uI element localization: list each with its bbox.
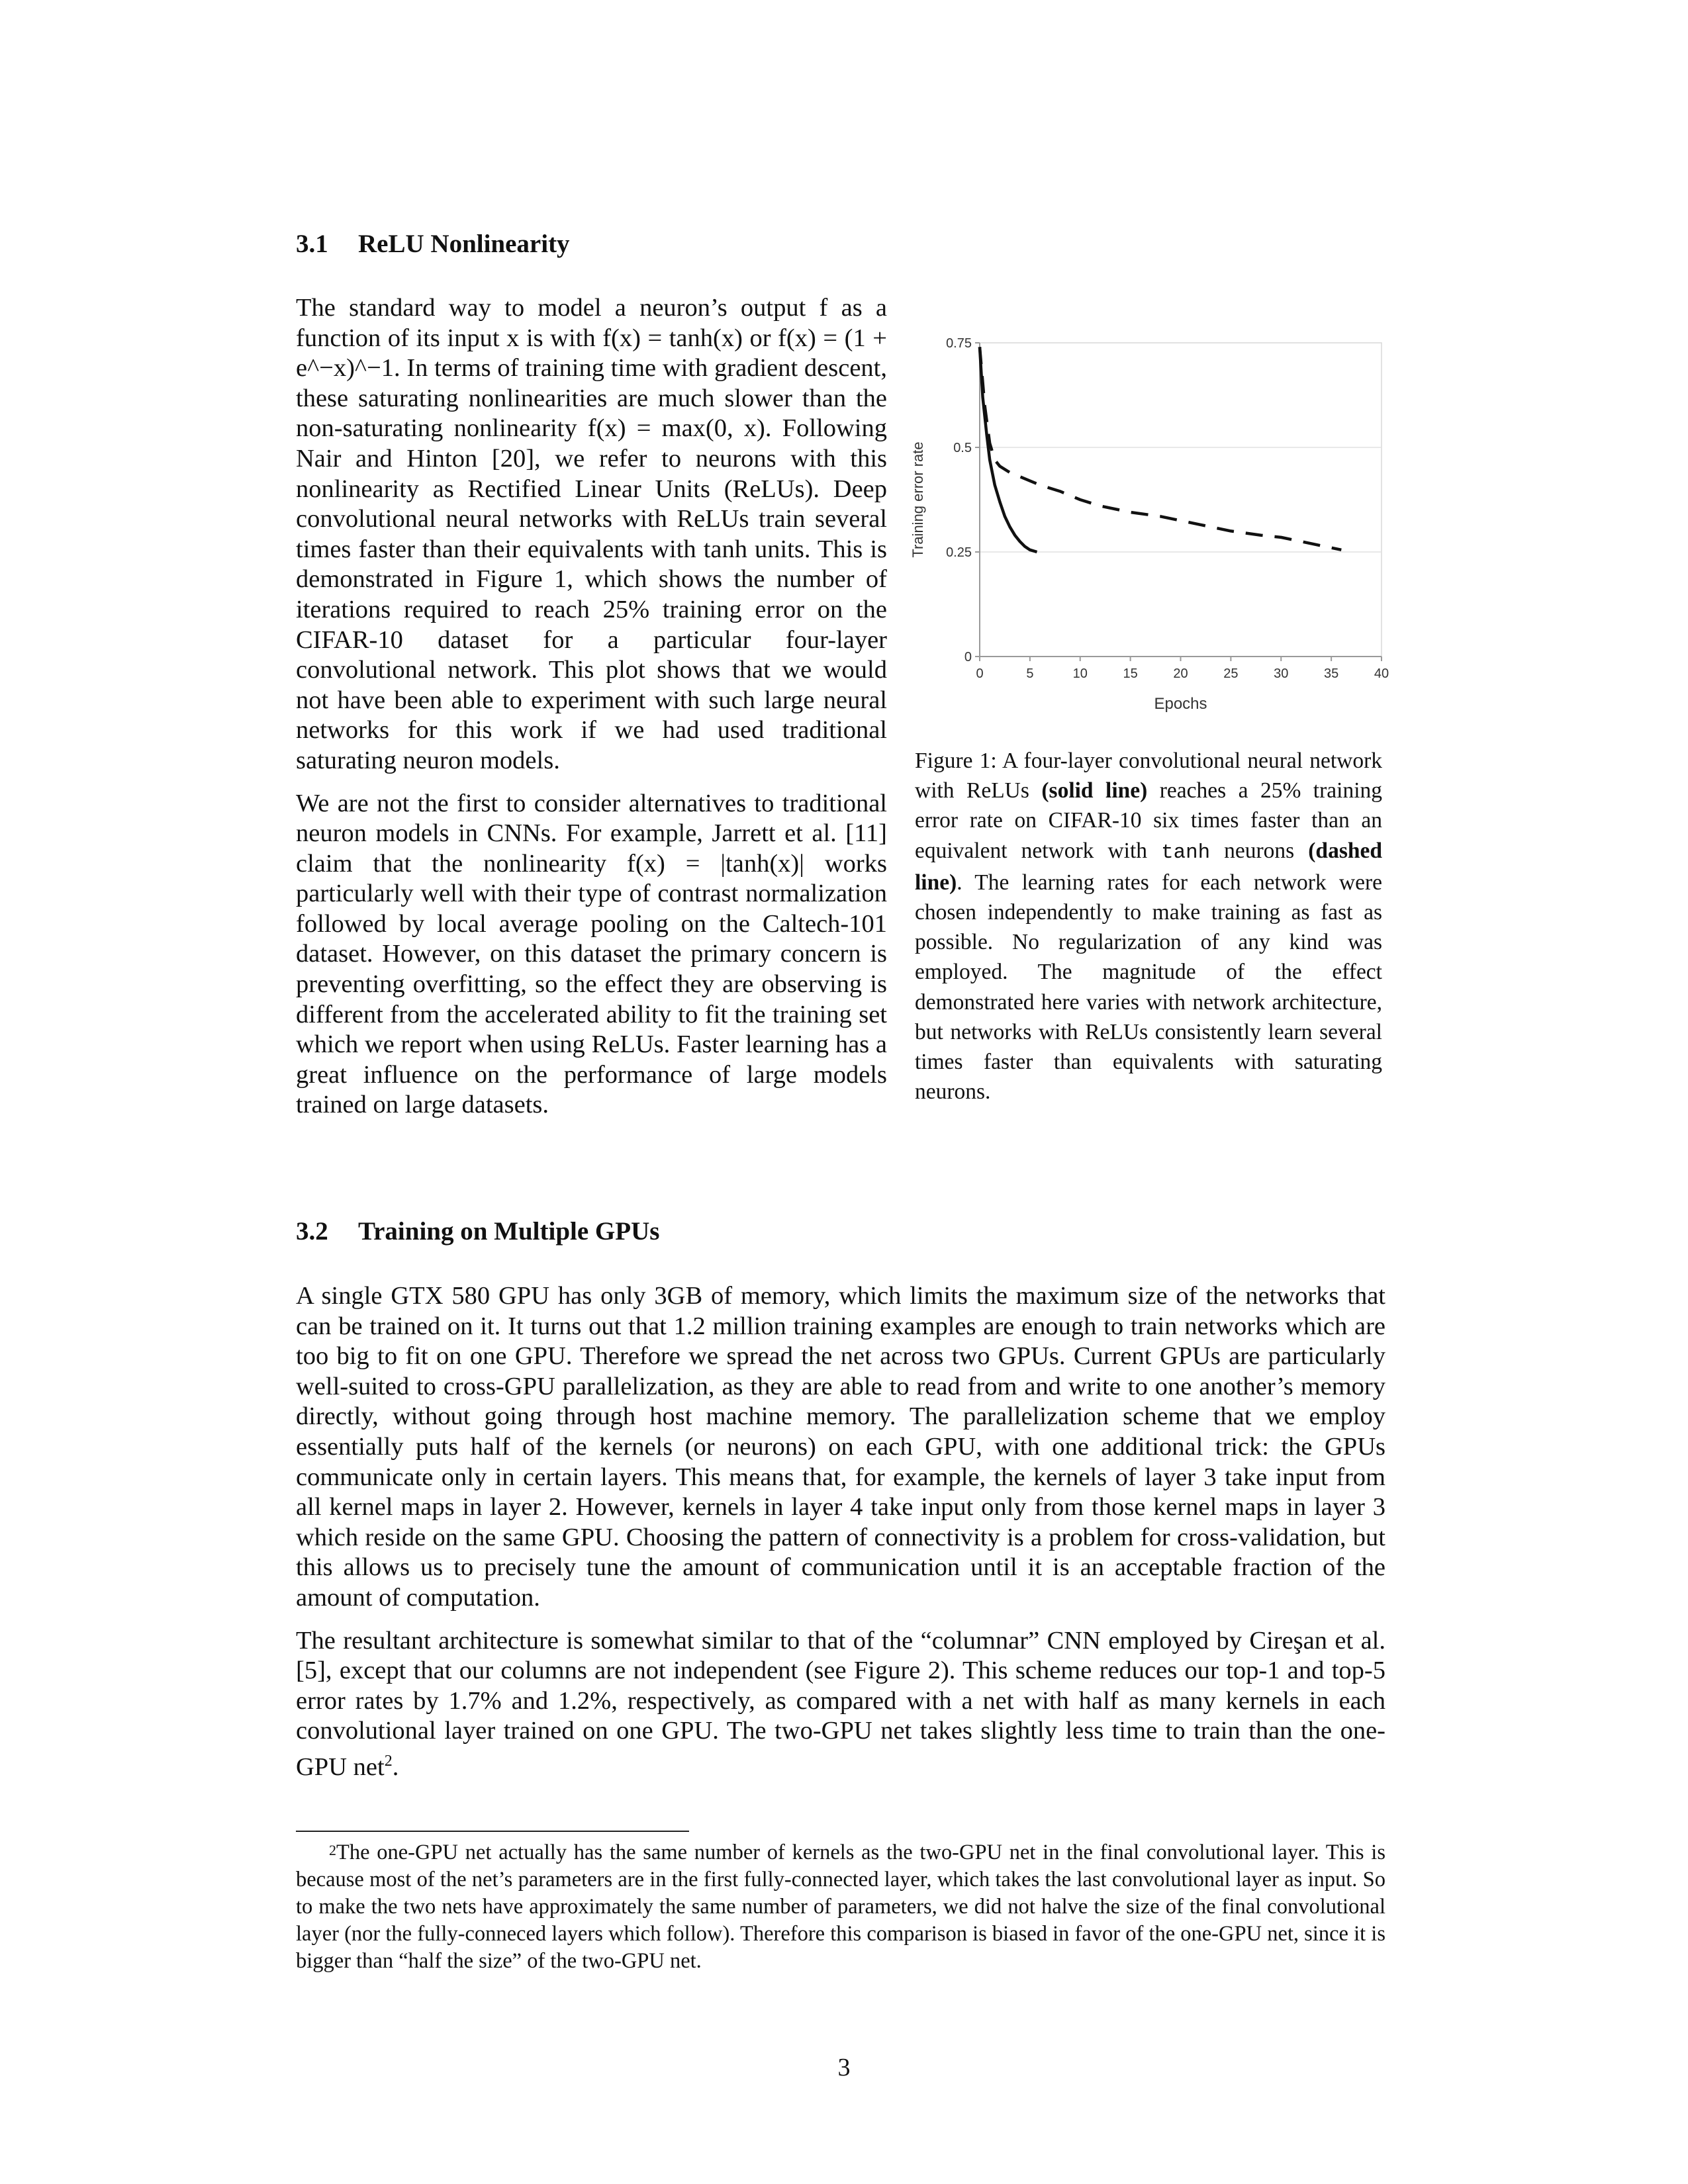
y-tick-label: 0	[964, 650, 972, 664]
x-axis-label: Epochs	[1154, 695, 1207, 713]
footnote-text: The one-GPU net actually has the same number of kernels as the two-GPU net in the final convolutional layer. This is because most of the net’s parameters are in the first fully-connected layer, which takes the last convolutional layer as input. So to make the two nets have approximately the same number of parameters, we did not halve the size of the final convolutional layer (nor the fully-conneced layers which follow). Therefore this comparison is biased in favor of the one-GPU net, since it is bigger than “half the size” of the two-GPU net.	[296, 1841, 1385, 1973]
figure-1-caption	[915, 746, 1382, 1107]
gpu-paragraph-2-end: .	[392, 1752, 399, 1781]
relu-paragraph-1: The standard way to model a neuron’s output f as a function of its input x is with f(x) = tanh(x) or f(x) = (1 + e^−x)^−1. In terms of training time with gradient descent, these saturating nonlinearities are much slower than the non-saturating nonlinearity f(x) = max(0, x). Following Nair and Hinton [20], we refer to neurons with this nonlinearity as Rectified Linear Units (ReLUs). Deep convolutional neural networks with ReLUs train several times faster than their equivalents with tanh units. This is demonstrated in Figure 1, which shows the number of iterations required to reach 25% training error on the CIFAR-10 dataset for a particular four-layer convolutional network. This plot shows that we would not have been able to experiment with such large neural networks for this work if we had used traditional saturating neuron models.	[296, 294, 887, 774]
x-tick-label: 0	[976, 666, 984, 681]
section-heading-3-1	[296, 231, 570, 257]
section-title: Training on Multiple GPUs	[358, 1217, 660, 1246]
series-line-dashed	[980, 347, 1341, 550]
section-title: ReLU Nonlinearity	[358, 230, 570, 258]
relu-paragraph-2: We are not the first to consider alternatives to traditional neuron models in CNNs. For example, Jarrett et al. [11] claim that the nonlinearity f(x) = |tanh(x)| works particularly well with their type of contrast normalization followed by local average pooling on the Caltech-101 dataset. However, on this dataset the primary concern is preventing overfitting, so the effect they are observing is different from the accelerated ability to fit the training set which we report when using ReLUs. Faster learning has a great influence on the performance of large models trained on large datasets.	[296, 789, 887, 1119]
caption-text-4: . The learning rates for each network were chosen independently to make training as fast as possible. No regularization of any kind was employed. The magnitude of the effect demonstrated here varies with network architecture, but networks with ReLUs consistently learn several times faster than equivalents with saturating neurons.	[915, 870, 1382, 1105]
y-axis-label: Training error rate	[910, 441, 926, 558]
page-number: 3	[837, 2054, 851, 2081]
plot-frame	[980, 343, 1382, 657]
gpu-paragraph-1: A single GTX 580 GPU has only 3GB of memory, which limits the maximum size of the networks that can be trained on it. It turns out that 1.2 million training examples are enough to train networks which are too big to fit on one GPU. Therefore we spread the net across two GPUs. Current GPUs are particularly well-suited to cross-GPU parallelization, as they are able to read from and write to one another’s memory directly, without going through host machine memory. The parallelization scheme that we employ essentially puts half of the kernels (or neurons) on each GPU, with one additional trick: the GPUs communicate only in certain layers. This means that, for example, the kernels of layer 3 take input from all kernel maps in layer 2. However, kernels in layer 4 take input only from those kernel maps in layer 3 which reside on the same GPU. Choosing the pattern of connectivity is a problem for cross-validation, but this allows us to precisely tune the amount of communication until it is an acceptable fraction of the amount of computation.	[296, 1282, 1385, 1612]
x-tick-label: 35	[1324, 666, 1339, 681]
series-line-solid	[980, 347, 1037, 552]
section-number: 3.1	[296, 230, 328, 258]
gpu-text-body	[296, 1281, 1385, 1782]
gpu-paragraph-2-text: The resultant architecture is somewhat similar to that of the “columnar” CNN employed by Cireşan et al. [5], except that our columns are not independent (see Figure 2). This scheme reduces our top-1 and top-5 error rates by 1.7% and 1.2%, respectively, as compared with a net with half as many kernels in each convolutional layer trained on one GPU. The two-GPU net takes slightly less time to train than the one-GPU net	[296, 1626, 1385, 1781]
caption-text-2: reaches a 25% training error rate on CIFAR-10 six times faster than an equivalent network with	[915, 778, 1382, 863]
y-tick-label: 0.75	[946, 336, 972, 351]
footnote-reference[interactable]: 2	[384, 1752, 393, 1770]
chart-gridlines	[980, 343, 1382, 657]
footnote-divider	[296, 1831, 689, 1832]
caption-tanh: tanh	[1161, 841, 1211, 864]
chart-axes	[975, 343, 1382, 661]
x-tick-label: 10	[1072, 666, 1088, 681]
figure-1-chart	[908, 331, 1390, 728]
caption-label: Figure 1:	[915, 749, 997, 773]
x-tick-label: 15	[1123, 666, 1138, 681]
gpu-paragraph-2	[296, 1626, 1385, 1783]
relu-text-column	[296, 293, 887, 1120]
caption-text-3: neurons	[1224, 838, 1295, 863]
section-heading-3-2	[296, 1218, 659, 1244]
x-tick-label: 5	[1026, 666, 1034, 681]
footnote-mark: 2	[329, 1842, 336, 1858]
chart-series	[980, 347, 1341, 552]
caption-text-1: A four-layer convolutional neural network with ReLUs	[915, 749, 1382, 803]
y-tick-labels	[946, 336, 972, 664]
caption-dashed-line: (dashed line)	[915, 838, 1382, 895]
section-number: 3.2	[296, 1217, 328, 1246]
footnote	[296, 1839, 1385, 1975]
y-tick-label: 0.5	[953, 441, 972, 455]
x-tick-label: 40	[1374, 666, 1389, 681]
x-tick-label: 30	[1274, 666, 1289, 681]
caption-solid-line: (solid line)	[1041, 778, 1148, 803]
x-tick-label: 20	[1173, 666, 1188, 681]
y-tick-label: 0.25	[946, 545, 972, 560]
x-tick-label: 25	[1223, 666, 1239, 681]
x-tick-labels	[976, 666, 1389, 681]
